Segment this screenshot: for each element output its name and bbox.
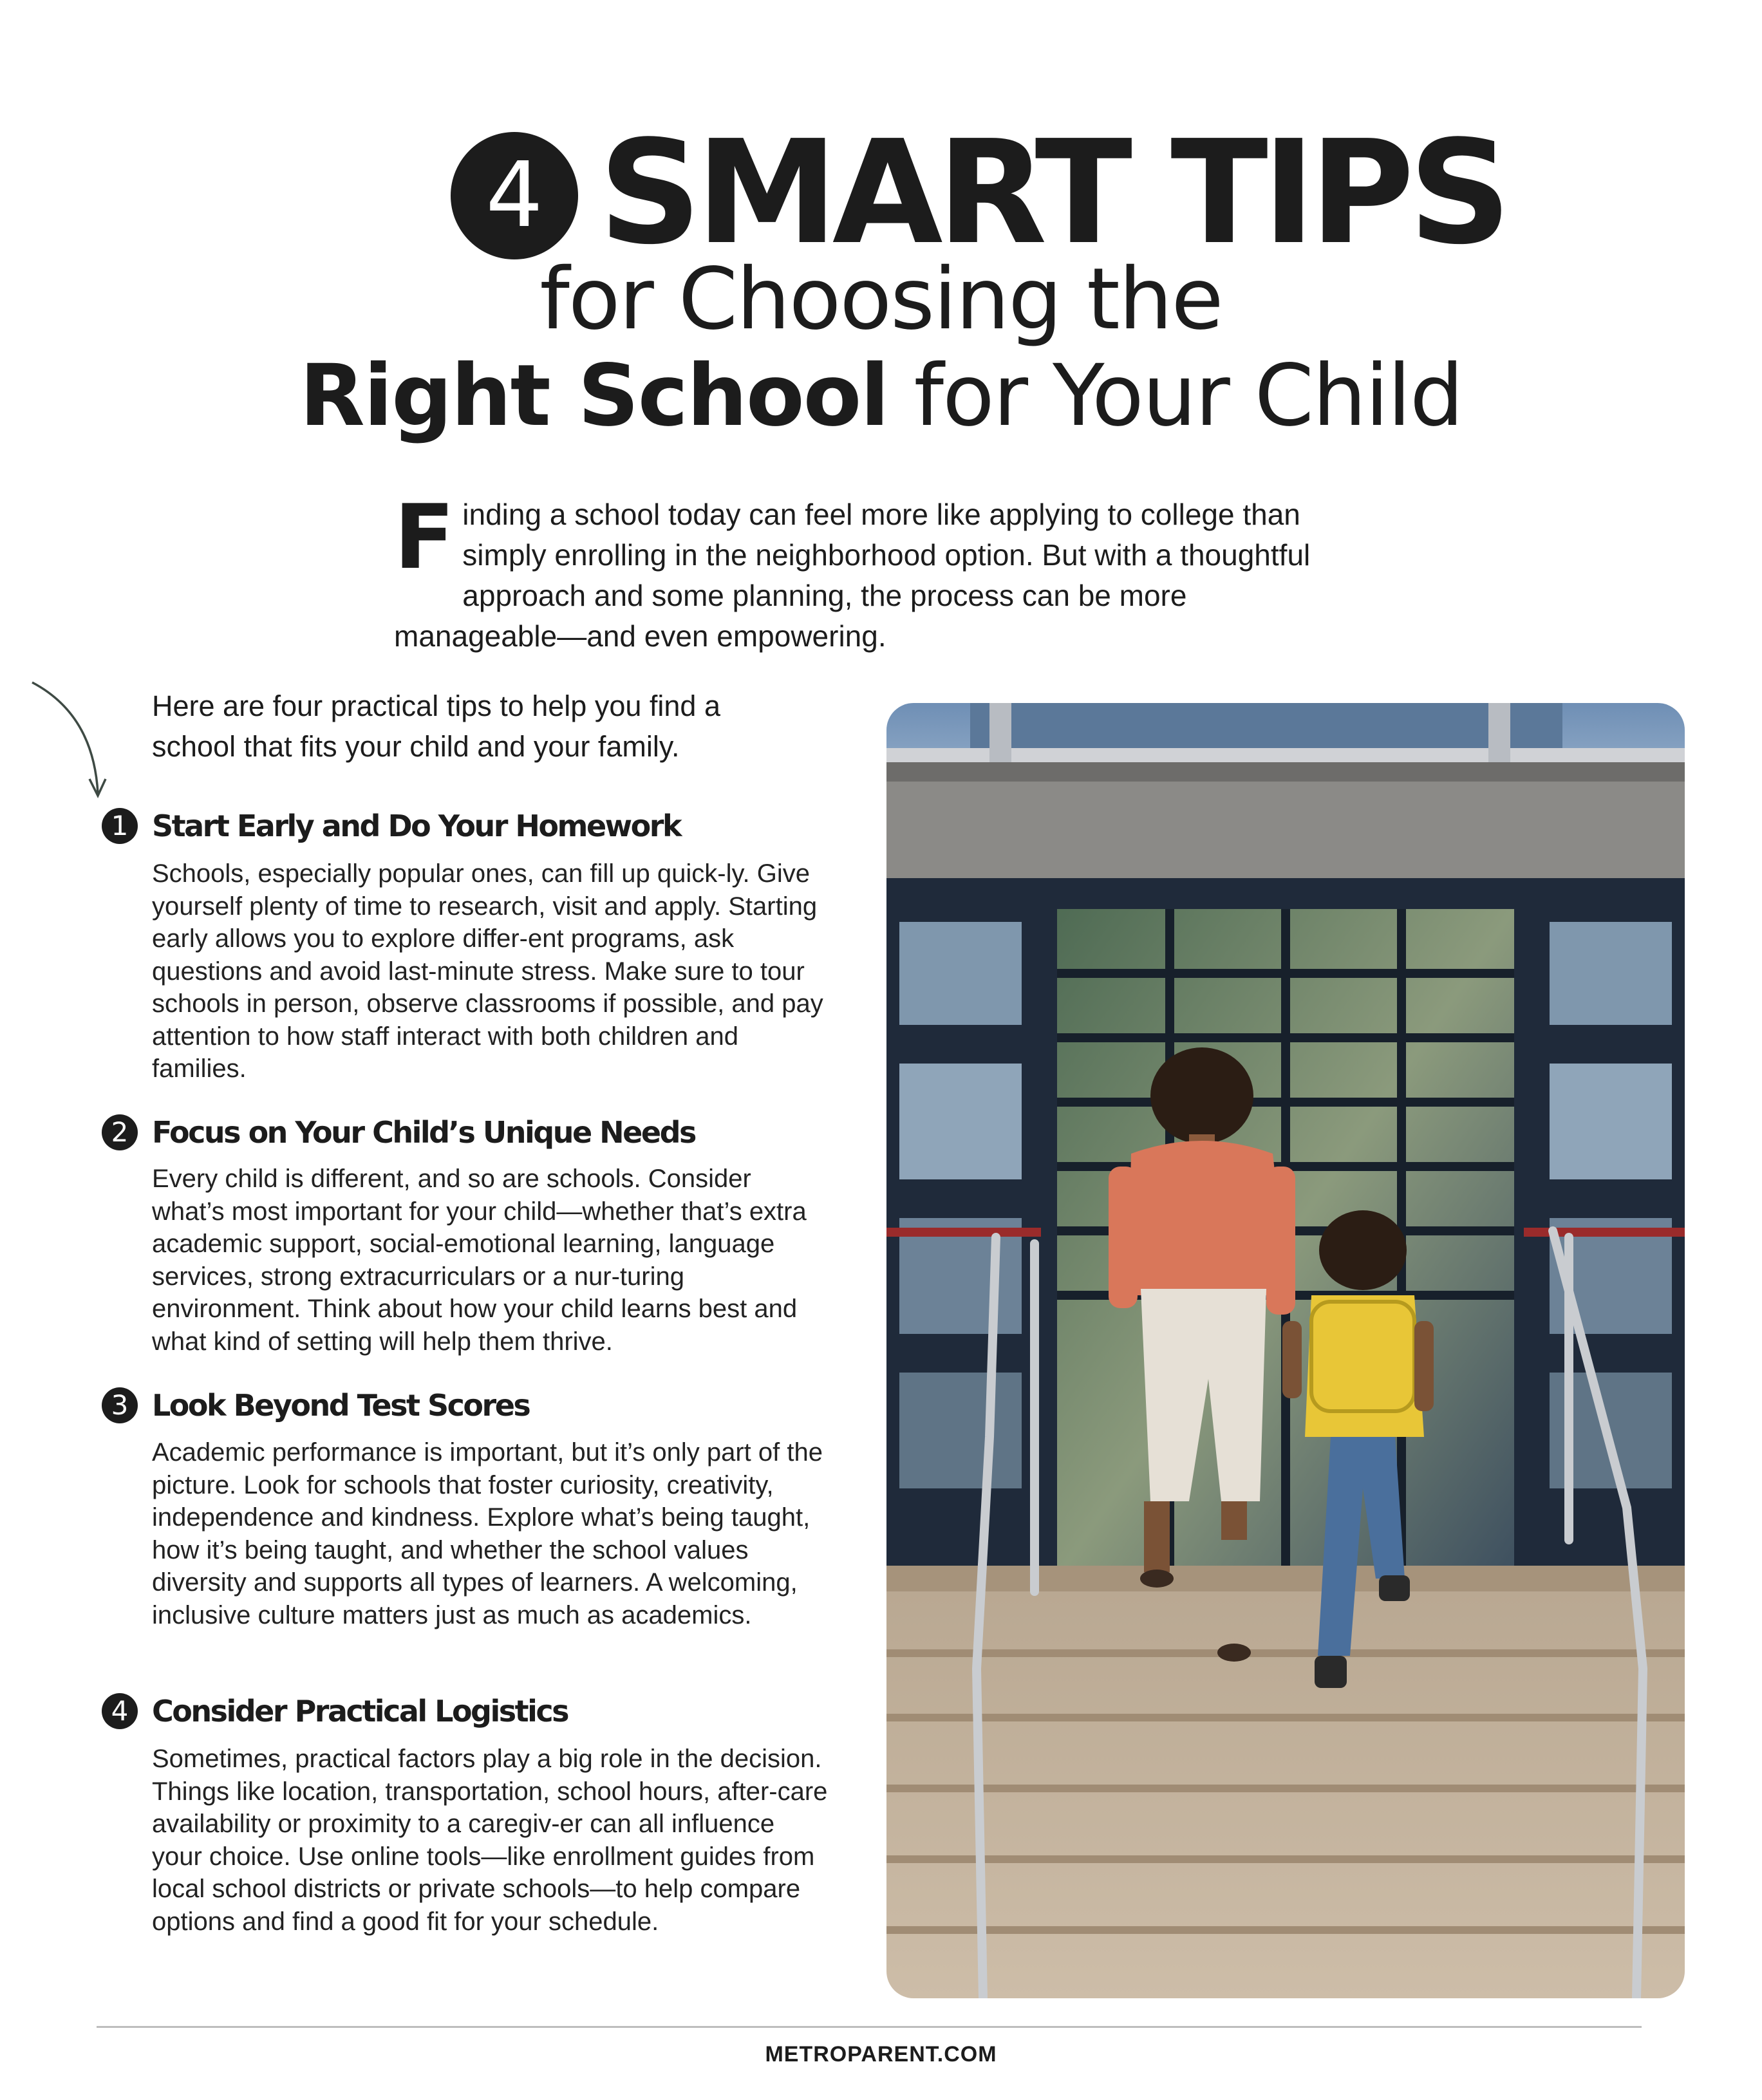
number-badge: 4 xyxy=(451,132,578,259)
curved-arrow-icon xyxy=(26,676,116,805)
footer-divider xyxy=(97,2026,1642,2028)
tip-3-number-badge: 3 xyxy=(102,1387,138,1423)
tip-2-number-badge: 2 xyxy=(102,1114,138,1150)
tip-3-title: Look Beyond Test Scores xyxy=(152,1388,530,1423)
subtitle-line-2 xyxy=(0,344,1762,447)
tip-3-body: Academic performance is important, but it’s only part of the picture. Look for schools that foster curiosity, creativity, independence and kindness. Explore what’s being taught, how it’s being taught, and whether the school values diversity and supports all types of learners. A welcoming, inclusive culture matters just as much as academics. xyxy=(152,1438,823,1629)
school-entrance-photo xyxy=(886,703,1685,1998)
tip-3-heading-row xyxy=(102,1387,529,1423)
tip-1-body: Schools, especially popular ones, can fill up quick-ly. Give yourself plenty of time to research, visit and apply. Starting early allows you to explore differ-ent programs, ask questions and avoid last-minute stress. Make sure to tour schools in person, observe classrooms if possible, and pay attention to how staff interact with both children and families. xyxy=(152,859,823,1083)
tip-1-title: Start Early and Do Your Homework xyxy=(152,809,681,843)
intro-text: inding a school today can feel more like applying to college than simply enrolling in the neighborhood option. But with a thoughtful approach and some planning, the process can be more manageable—and even empowering. xyxy=(394,498,1311,653)
drop-cap: F xyxy=(394,485,455,589)
headline-title: SMART TIPS xyxy=(599,110,1506,276)
tip-2-title: Focus on Your Child’s Unique Needs xyxy=(152,1115,695,1150)
tip-1-heading-row xyxy=(102,808,680,844)
upper-window xyxy=(970,703,1562,748)
subtitle-rest: for Your Child xyxy=(888,346,1463,445)
tip-2-body: Every child is different, and so are schools. Consider what’s most important for your child—whether that’s extra academic support, social-emotional learning, language services, strong extracurriculars or a nur-turing environment. Think about how your child learns best and what kind of setting will help them thrive. xyxy=(152,1165,807,1356)
subtitle-line-1: for Choosing the xyxy=(539,250,1223,349)
lead-text: Here are four practical tips to help you find a school that fits your child and your family. xyxy=(152,689,720,763)
tip-4-heading-row xyxy=(102,1693,568,1729)
tip-4-number-badge: 4 xyxy=(102,1693,138,1729)
intro-paragraph xyxy=(394,485,1321,657)
footer-site-url: METROPARENT.COM xyxy=(765,2042,997,2067)
photo-illustration xyxy=(886,703,1685,1998)
tip-1-number-badge: 1 xyxy=(102,808,138,844)
subtitle-bold: Right School xyxy=(299,346,888,445)
tip-2-heading-row xyxy=(102,1114,695,1150)
tip-4-body: Sometimes, practical factors play a big role in the decision. Things like location, transportation, school hours, after-care availability or proximity to a caregiv-er can all influence your choice. Use online tools—like enrollment guides from local school districts or private schools—to help compare options and find a good fit for your schedule. xyxy=(152,1745,828,1936)
tip-4-title: Consider Practical Logistics xyxy=(152,1694,568,1729)
